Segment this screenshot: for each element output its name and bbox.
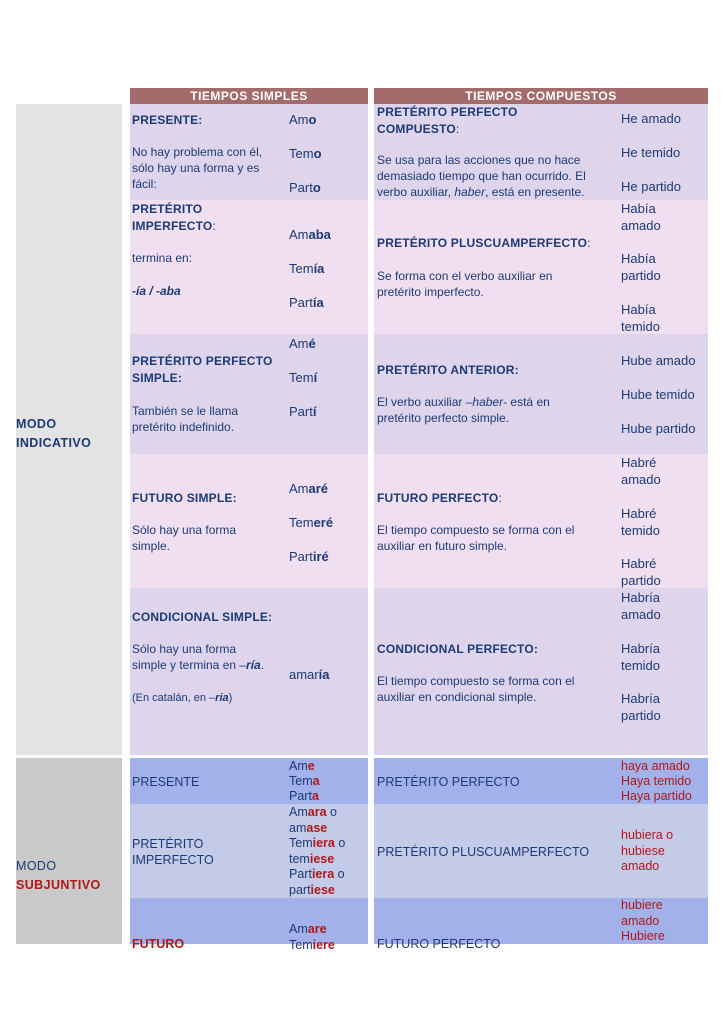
futuro-perfecto-label: FUTURO PERFECTO: <box>377 491 502 505</box>
he-partido: He partido <box>621 179 681 194</box>
subj-perfecto-forms: haya amado Haya temido Haya partido <box>621 759 692 803</box>
hube-partido: Hube partido <box>621 421 696 436</box>
preterito-anterior-desc: El verbo auxiliar –haber- está en pretérito perfecto simple. <box>377 395 550 425</box>
subj-imperfecto-forms: Amara o amase Temiera o temiese Partiera o partiese <box>289 805 346 897</box>
subj-perfecto-label: PRETÉRITO PERFECTO <box>377 775 520 789</box>
subj-imperfecto-label: PRETÉRITO IMPERFECTO <box>132 837 214 867</box>
imperfecto-label: PRETÉRITO IMPERFECTO: <box>132 202 216 233</box>
futuro-form-partire: Partiré <box>289 549 329 564</box>
row-perfecto-simple-bg <box>130 334 368 454</box>
mode-subjuntivo-label: MODO SUBJUNTIVO <box>16 859 101 892</box>
habria-temido: Habría temido <box>621 641 661 673</box>
preterito-anterior-label: PRETÉRITO ANTERIOR: <box>377 363 519 377</box>
presente-form-temo: Temo <box>289 146 322 161</box>
presente-form-amo: Amo <box>289 112 317 127</box>
presente-label: PRESENTE: <box>132 113 203 127</box>
futuro-form-temere: Temeré <box>289 515 334 530</box>
habre-amado: Habré amado <box>621 455 661 487</box>
subjuntivo-mode-cell <box>16 758 122 944</box>
condicional-perfecto-label: CONDICIONAL PERFECTO: <box>377 642 539 656</box>
perfecto-simple-label: PRETÉRITO PERFECTO SIMPLE: <box>132 354 273 385</box>
header-compound: TIEMPOS COMPUESTOS <box>374 88 708 105</box>
futuro-perfecto-desc: El tiempo compuesto se forma con el auxiliar en futuro simple. <box>377 523 575 553</box>
imperfecto-desc: termina en: <box>132 251 193 265</box>
mode-indicativo-label: MODO INDICATIVO <box>16 417 92 450</box>
habria-amado: Habría amado <box>621 590 661 622</box>
subj-futuro-perfecto-label: FUTURO PERFECTO <box>377 937 501 951</box>
condicional-perfecto-desc: El tiempo compuesto se forma con el auxiliar en condicional simple. <box>377 674 575 704</box>
imperfecto-form-temia: Temía <box>289 261 325 276</box>
imperfecto-form-amaba: Amaba <box>289 227 331 242</box>
condicional-simple-label: CONDICIONAL SIMPLE: <box>132 610 273 624</box>
subj-pluscuamperfecto-forms: hubiera o hubiese amado <box>621 828 674 873</box>
preterito-perfecto-compuesto-label: PRETÉRITO PERFECTO COMPUESTO: <box>377 105 518 136</box>
futuro-form-amare: Amaré <box>289 481 329 496</box>
header-simple: TIEMPOS SIMPLES <box>130 88 368 105</box>
imperfecto-form-partia: Partía <box>289 295 324 310</box>
preterito-perfecto-compuesto-desc: Se usa para las acciones que no hace demasiado tiempo que han ocurrido. El verbo auxiliar, haber, está en presente. <box>377 153 586 199</box>
pluscuamperfecto-label: PRETÉRITO PLUSCUAMPERFECTO: <box>377 236 591 250</box>
pluscuamperfecto-desc: Se forma con el verbo auxiliar en pretérito imperfecto. <box>377 269 553 299</box>
condicional-form-amaria: amaría <box>289 667 330 682</box>
subj-futuro-forms: Amare Temiere <box>289 922 335 952</box>
subj-presente-forms: Ame Tema Parta <box>289 759 320 803</box>
he-amado: He amado <box>621 111 681 126</box>
habre-temido: Habré temido <box>621 506 661 538</box>
habria-partido: Habría partido <box>621 691 661 723</box>
futuro-simple-desc: Sólo hay una forma simple. <box>132 523 237 553</box>
condicional-simple-desc: Sólo hay una forma simple y termina en –ría. <box>132 642 265 672</box>
presente-form-parto: Parto <box>289 180 321 195</box>
habia-amado: Había amado <box>621 201 661 233</box>
imperfecto-endings: -ía / -aba <box>132 284 181 298</box>
perfecto-form-parti: Partí <box>289 404 317 419</box>
subj-pluscuamperfecto-label: PRETÉRITO PLUSCUAMPERFECTO <box>377 845 590 859</box>
hube-temido: Hube temido <box>621 387 695 402</box>
presente-desc: No hay problema con él, sólo hay una forma y es fácil: <box>132 145 263 191</box>
futuro-simple-label: FUTURO SIMPLE: <box>132 491 237 505</box>
perfecto-simple-desc: También se le llama pretérito indefinido. <box>132 404 239 434</box>
habia-partido: Había partido <box>621 251 661 283</box>
habre-partido: Habré partido <box>621 556 661 588</box>
he-temido: He temido <box>621 145 681 160</box>
subj-futuro-perfecto-forms: hubiere amado Hubiere <box>621 898 665 943</box>
perfecto-form-ame: Amé <box>289 336 316 351</box>
habia-temido: Había temido <box>621 302 661 334</box>
perfecto-form-temi: Temí <box>289 370 318 385</box>
hube-amado: Hube amado <box>621 353 696 368</box>
condicional-catalan-note: (En catalán, en –ria) <box>132 692 233 704</box>
subj-futuro-label: FUTURO <box>132 937 185 951</box>
subj-presente-label: PRESENTE <box>132 775 200 789</box>
